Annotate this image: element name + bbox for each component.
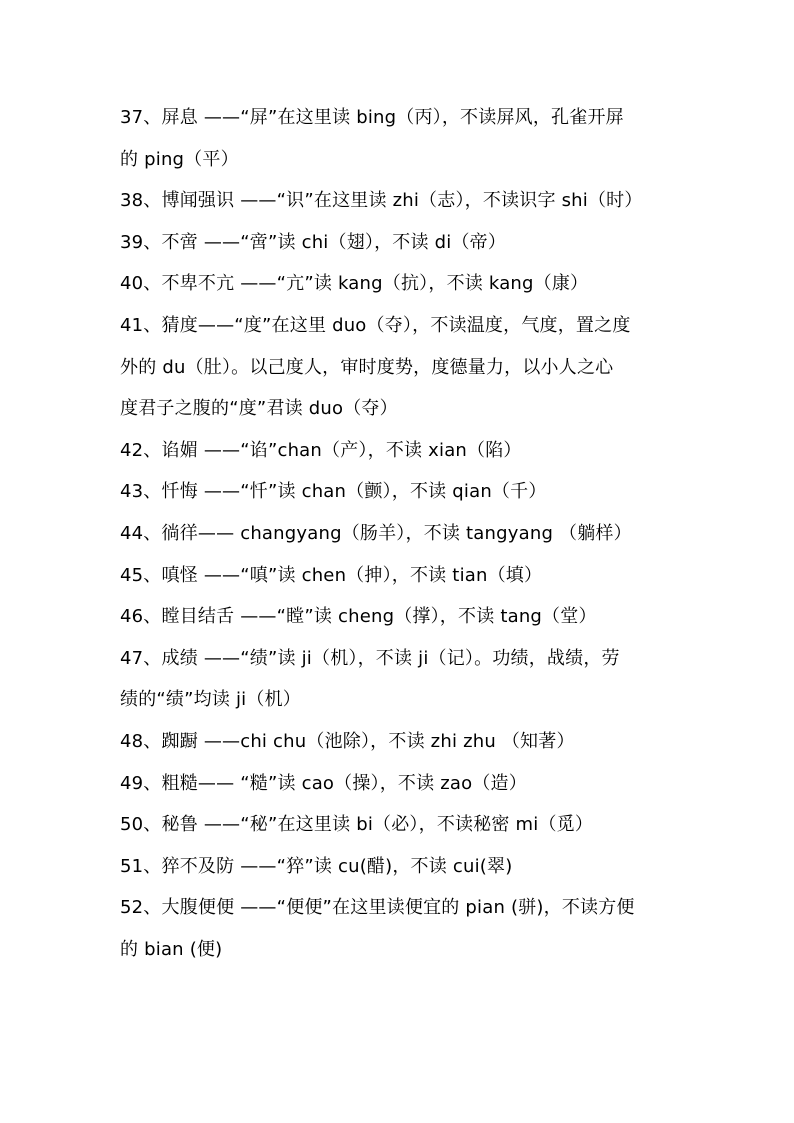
entry-44: 44、徜徉—— changyang（肠羊），不读 tangyang （躺样） xyxy=(120,522,632,544)
entry-41-line-3: 度君子之腹的“度”君读 duo（夺） xyxy=(120,398,398,420)
entry-45: 45、嗔怪 ——“嗔”读 chen（抻），不读 tian（填） xyxy=(120,564,543,586)
entry-52-line-2: 的 bian (便) xyxy=(120,938,223,960)
entry-37-line-2: 的 ping（平） xyxy=(120,148,239,170)
entry-50: 50、秘鲁 ——“秘”在这里读 bi（必），不读秘密 mi（觅） xyxy=(120,814,594,836)
entry-51: 51、猝不及防 ——“猝”读 cu(醋)，不读 cui(翠) xyxy=(120,855,513,877)
entry-37-line-1: 37、屏息 ——“屏”在这里读 bing（丙），不读屏风，孔雀开屏 xyxy=(120,107,624,128)
entry-49: 49、粗糙—— “糙”读 cao（操），不读 zao（造） xyxy=(120,772,527,794)
entry-46: 46、瞠目结舌 ——“瞠”读 cheng（撑），不读 tang（堂） xyxy=(120,606,597,628)
entry-52-line-1: 52、大腹便便 ——“便便”在这里读便宜的 pian (骈)，不读方便 xyxy=(120,897,635,919)
pronunciation-list xyxy=(120,97,680,970)
entry-47-line-1: 47、成绩 ——“绩”读 ji（机），不读 ji（记）。功绩，战绩，劳 xyxy=(120,647,620,669)
entry-40: 40、不卑不亢 ——“亢”读 kang（抗），不读 kang（康） xyxy=(120,273,589,295)
entry-43: 43、忏悔 ——“忏”读 chan（颤），不读 qian（千） xyxy=(120,481,547,503)
entry-42: 42、谄媚 ——“谄”chan（产），不读 xian（陷） xyxy=(120,439,522,461)
entry-38: 38、博闻强识 ——“识”在这里读 zhi（志），不读识字 shi（时） xyxy=(120,190,643,212)
entry-41-line-1: 41、猜度——“度”在这里 duo（夺），不读温度，气度，置之度 xyxy=(120,314,631,336)
entry-41-line-2: 外的 du（肚）。以己度人，审时度势，度德量力，以小人之心 xyxy=(120,356,614,378)
entry-47-line-2: 绩的“绩”均读 ji（机） xyxy=(120,689,301,711)
entry-48: 48、踟蹰 ——chi chu（池除），不读 zhi zhu （知著） xyxy=(120,730,575,752)
entry-39: 39、不啻 ——“啻”读 chi（翅），不读 di（帝） xyxy=(120,231,507,253)
